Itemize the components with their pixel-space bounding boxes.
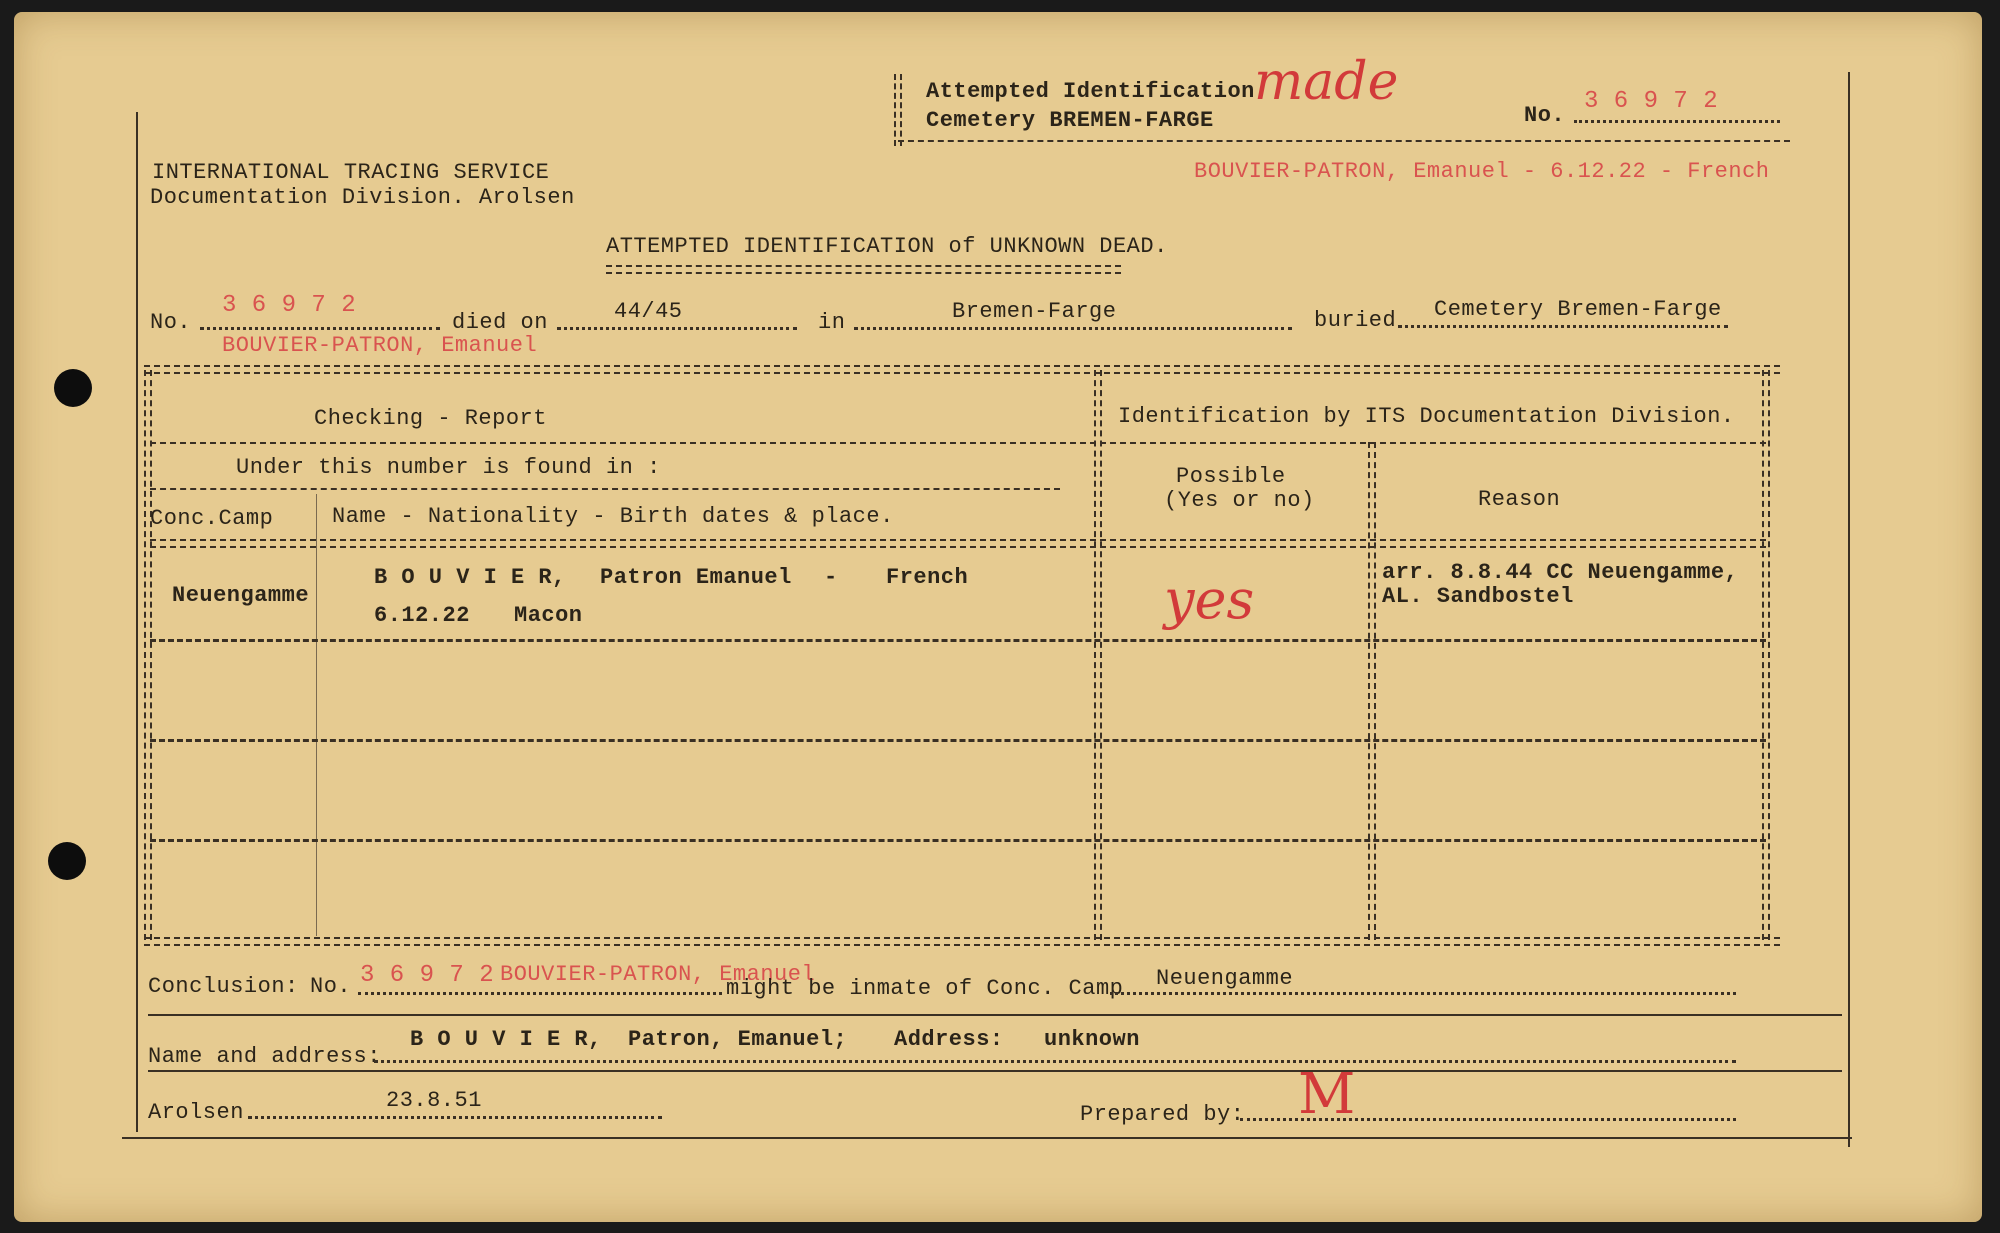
- record-no-dots: [200, 327, 440, 330]
- row1-reason-1: arr. 8.8.44 CC Neuengamme,: [1382, 560, 1739, 585]
- frame-right: [1848, 72, 1850, 1147]
- header-box-bottom: [898, 140, 1790, 142]
- row-separator-2: [150, 739, 1766, 742]
- name-address-first: Patron, Emanuel;: [628, 1027, 848, 1052]
- conclusion-no-dots: [358, 992, 722, 995]
- footer-prepared-label: Prepared by:: [1080, 1102, 1245, 1127]
- punch-hole-bottom: [48, 842, 86, 880]
- table-right-border: [1762, 370, 1770, 940]
- identification-header: Identification by ITS Documentation Division.: [1118, 404, 1735, 429]
- header-box-line2: Cemetery BREMEN-FARGE: [926, 108, 1214, 133]
- conclusion-label: Conclusion:: [148, 974, 299, 999]
- under-number-text: Under this number is found in :: [236, 455, 661, 480]
- header-row-line: [150, 442, 1766, 444]
- row1-first-names: Patron Emanuel: [600, 565, 792, 590]
- frame-bottom: [122, 1137, 1852, 1139]
- header-box-left: [894, 74, 902, 146]
- conclusion-no-label: No.: [310, 974, 352, 999]
- col-reason-header: Reason: [1478, 487, 1561, 512]
- header-box-line1: Attempted Identification: [926, 79, 1255, 104]
- record-name-red: BOUVIER-PATRON, Emanuel: [222, 333, 538, 358]
- conclusion-name-red: BOUVIER-PATRON, Emanuel: [500, 962, 816, 987]
- org-line1: INTERNATIONAL TRACING SERVICE: [152, 160, 550, 185]
- name-address-label: Name and address:: [148, 1044, 381, 1069]
- row1-possible-handwritten: yes: [1164, 568, 1255, 631]
- frame-left: [136, 112, 138, 1132]
- address-value: unknown: [1044, 1027, 1140, 1052]
- header-no-label: No.: [1524, 103, 1566, 128]
- record-in-value: Bremen-Farge: [952, 299, 1117, 324]
- record-buried-value: Cemetery Bremen-Farge: [1434, 297, 1722, 322]
- conclusion-camp: Neuengamme: [1156, 966, 1294, 991]
- col-name-header: Name - Nationality - Birth dates & place.: [332, 504, 894, 529]
- footer-date-dots: [248, 1116, 662, 1119]
- name-address-dots: [374, 1060, 1736, 1063]
- column-header-underline: [150, 539, 1766, 548]
- footer-date: 23.8.51: [386, 1088, 482, 1113]
- record-died-label: died on: [452, 310, 548, 335]
- subject-red: BOUVIER-PATRON, Emanuel - 6.12.22 - French: [1194, 159, 1770, 184]
- record-in-dots: [854, 327, 1292, 330]
- row1-camp: Neuengamme: [172, 583, 310, 608]
- row1-reason-2: AL. Sandbostel: [1382, 584, 1574, 609]
- table-divider-main: [1094, 370, 1102, 940]
- org-line2: Documentation Division. Arolsen: [150, 185, 575, 210]
- row-separator-3: [150, 839, 1766, 842]
- conclusion-rule: [148, 1014, 1842, 1016]
- conclusion-no-value: 3 6 9 7 2: [360, 962, 495, 989]
- checking-report-header: Checking - Report: [314, 406, 547, 431]
- address-label: Address:: [894, 1027, 1004, 1052]
- index-card: [14, 12, 1982, 1222]
- record-buried-dots: [1398, 325, 1728, 328]
- punch-hole-top: [54, 369, 92, 407]
- conclusion-camp-dots: [1110, 992, 1736, 995]
- col-possible-header-1: Possible: [1176, 464, 1286, 489]
- record-no-value: 3 6 9 7 2: [222, 292, 357, 319]
- footer-place: Arolsen: [148, 1100, 244, 1125]
- table-bottom-border: [144, 937, 1780, 946]
- col-possible-header-2: (Yes or no): [1164, 488, 1315, 513]
- record-died-dots: [557, 327, 797, 330]
- row1-surname: B O U V I E R,: [374, 565, 566, 590]
- col-camp-header: Conc.Camp: [150, 506, 274, 531]
- handwritten-made: made: [1254, 52, 1399, 112]
- header-no-value: 3 6 9 7 2: [1584, 88, 1719, 115]
- page-title: ATTEMPTED IDENTIFICATION of UNKNOWN DEAD.: [606, 234, 1168, 259]
- footer-initial-handwritten: M: [1298, 1062, 1356, 1127]
- conclusion-might-be: might be inmate of Conc. Camp: [726, 976, 1124, 1001]
- table-divider-camp: [316, 494, 317, 936]
- record-no-label: No.: [150, 310, 192, 335]
- row1-nationality: French: [886, 565, 969, 590]
- record-died-value: 44/45: [614, 299, 683, 324]
- row-separator-1: [150, 639, 1766, 642]
- row1-birth-date: 6.12.22: [374, 603, 470, 628]
- record-buried-label: buried: [1314, 308, 1397, 333]
- name-address-surname: B O U V I E R,: [410, 1027, 602, 1052]
- row1-dash: -: [824, 565, 838, 590]
- header-no-dots: [1574, 120, 1780, 123]
- under-number-line: [150, 488, 1060, 490]
- title-underline: [606, 265, 1121, 274]
- record-in-label: in: [818, 310, 846, 335]
- table-left-border: [144, 370, 152, 940]
- row1-birth-place: Macon: [514, 603, 583, 628]
- table-top-border: [144, 365, 1780, 374]
- table-divider-possible: [1368, 442, 1376, 940]
- name-address-rule: [148, 1070, 1842, 1072]
